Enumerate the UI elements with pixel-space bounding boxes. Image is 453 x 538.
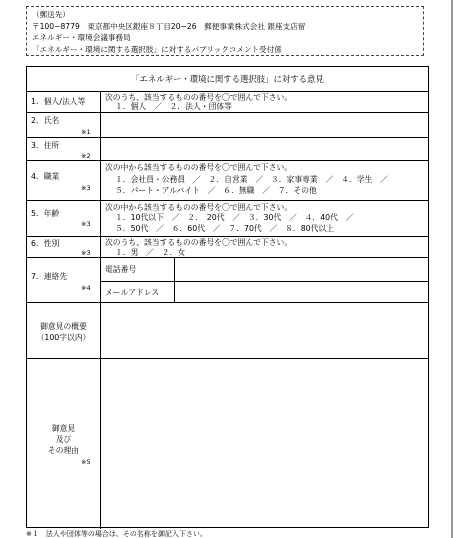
occupation-options-2[interactable]: ５．パート・アルバイト ／ ６．無職 ／ ７．その他: [115, 186, 317, 195]
age-options-2[interactable]: ５．50代 ／ ６．60代 ／ ７．70代 ／ ８．80代以上: [115, 224, 335, 233]
address-note: ※2: [81, 152, 91, 160]
gender-instruction: 次のうち、該当するものの番号を〇で囲んで下さい。: [105, 238, 293, 247]
occupation-options-1[interactable]: １．会社員・公務員 ／ ２．自営業 ／ ３．家事専業 ／ ４．学生 ／: [115, 175, 388, 184]
opinion-label-2: 及び: [55, 435, 72, 444]
individual-instruction: 次のうち、該当するものの番号を〇で囲んで下さい。: [105, 93, 293, 102]
reception-name: 「エネルギー・環境に関する選択肢」に対するパブリックコメント受付係: [32, 44, 282, 54]
summary-limit: （100字以内）: [36, 333, 91, 342]
gender-options[interactable]: １．男 ／ ２．女: [115, 248, 186, 257]
email-label: メールアドレス: [105, 288, 160, 297]
age-options-1[interactable]: １．10代以下 ／ ２． 20代 ／ ３．30代 ／ ４．40代 ／: [115, 213, 354, 222]
opinion-note: ※5: [81, 458, 91, 466]
individual-label: 1．個人/法人等: [31, 97, 86, 106]
contact-note: ※4: [81, 284, 91, 292]
phone-field[interactable]: [175, 258, 428, 281]
summary-field[interactable]: [101, 303, 428, 358]
opinion-field[interactable]: [101, 359, 428, 527]
name-label: 2．氏名: [31, 116, 60, 125]
email-field[interactable]: [175, 282, 428, 302]
age-note: ※3: [81, 220, 91, 228]
office-name: エネルギー・環境会議事務局: [32, 33, 131, 42]
footnote: ※１ 法人や団体等の場合は、その名称を御記入下さい。: [26, 530, 207, 538]
contact-label: 7．連絡先: [31, 272, 68, 281]
summary-label: 御意見の概要: [40, 322, 87, 331]
form-title: 「エネルギー・環境に関する選択肢」に対する意見: [131, 74, 324, 84]
opinion-form: [26, 66, 429, 528]
gender-label: 6．性別: [31, 239, 60, 248]
gender-note: ※3: [81, 249, 91, 257]
age-label: 5．年齢: [31, 209, 60, 218]
name-field[interactable]: [101, 113, 428, 137]
mailing-address-box: [26, 6, 424, 56]
occupation-note: ※3: [81, 184, 91, 192]
address-label: 3．住所: [31, 141, 60, 150]
occupation-label: 4．職業: [31, 172, 60, 181]
age-instruction: 次の中から該当するものの番号を〇で囲んで下さい。: [105, 203, 293, 212]
occupation-instruction: 次の中から該当するものの番号を〇で囲んで下さい。: [105, 163, 293, 172]
address-field[interactable]: [101, 138, 428, 160]
individual-options[interactable]: １．個人 ／ ２．法人・団体等: [115, 102, 232, 111]
name-note: ※1: [81, 128, 91, 136]
address-heading: （郵送先）: [32, 10, 70, 19]
postal-address: 〒100−8779 東京都中央区銀座８丁目20−26 郵便事業株式会社 銀座支店留: [32, 21, 306, 31]
phone-label: 電話番号: [105, 265, 137, 274]
opinion-label-3: その理由: [47, 446, 80, 455]
opinion-label-1: 御意見: [51, 424, 76, 433]
